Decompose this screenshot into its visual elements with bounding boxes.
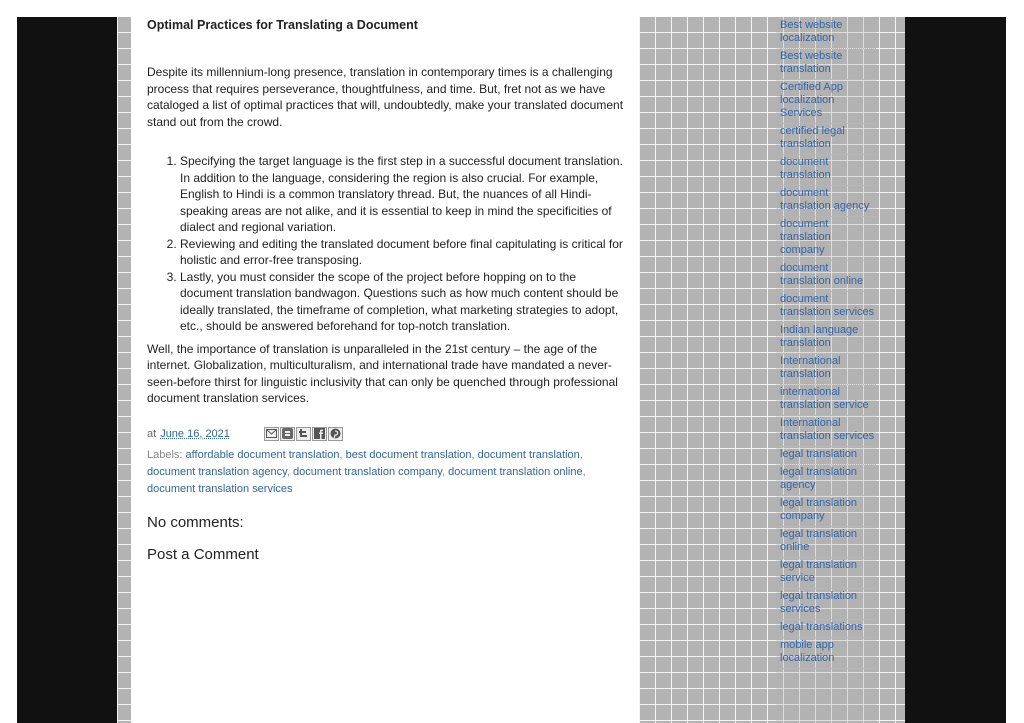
page-frame-left bbox=[17, 17, 117, 723]
sidebar-link[interactable]: legal translation online bbox=[780, 527, 876, 558]
sidebar-link[interactable]: legal translation bbox=[780, 447, 876, 465]
sidebar-link[interactable]: Best website translation bbox=[780, 49, 876, 80]
label-link[interactable]: document translation services bbox=[147, 482, 293, 495]
list-item: 1. Specifying the target language is the first step in a successful document translation. In addition to the language, considering the region is also crucial. For example, English to Hindi is a common translatory thread. But, the nuances of all Hindi-speaking areas are not alike, and it is essential to keep in mind the specificities of dialect and regional variation. bbox=[180, 153, 627, 236]
post-labels: Labels: affordable document translation, best document translation, document translation, document translation agency, document translation company, document translation online, document translation services bbox=[147, 448, 586, 495]
sidebar-link[interactable]: Certified App localization Services bbox=[780, 80, 876, 124]
sidebar-link[interactable]: legal translation company bbox=[780, 496, 876, 527]
label-link[interactable]: document translation bbox=[477, 448, 580, 461]
labels-heading: Labels: bbox=[147, 448, 183, 461]
sidebar-link[interactable]: legal translation service bbox=[780, 558, 876, 589]
post-content bbox=[147, 17, 627, 563]
blog-this-icon[interactable] bbox=[280, 427, 295, 441]
label-link[interactable]: best document translation bbox=[345, 448, 472, 461]
steps-list bbox=[147, 153, 627, 335]
sidebar-link[interactable]: legal translation agency bbox=[780, 465, 876, 496]
sidebar-link[interactable]: mobile app localization bbox=[780, 638, 876, 669]
list-item: 3. Lastly, you must consider the scope of the project before hopping on to the document translation bandwagon. Questions such as how much content should be ideally translated, the timeframe of completion, what marketing strategies to adopt, etc., should be answered beforehand for top-notch translation. bbox=[180, 269, 627, 335]
share-buttons bbox=[264, 427, 344, 441]
sidebar-link[interactable]: document translation online bbox=[780, 261, 876, 292]
post-footer bbox=[147, 426, 627, 442]
label-link[interactable]: document translation company bbox=[292, 465, 442, 478]
sidebar-link[interactable]: International translation services bbox=[780, 416, 876, 447]
sidebar-link[interactable]: legal translations bbox=[780, 620, 876, 638]
pinterest-icon[interactable] bbox=[328, 427, 343, 441]
post-comment-heading: Post a Comment bbox=[147, 545, 259, 563]
page-frame-right bbox=[905, 17, 1006, 723]
post-title: Optimal Practices for Translating a Document bbox=[147, 18, 418, 32]
list-item: 2. Reviewing and editing the translated document before final capitulating is critical for holistic and error-free transposing. bbox=[180, 236, 627, 269]
post-date-link[interactable]: June 16, 2021 bbox=[160, 427, 230, 440]
comments-heading: No comments: bbox=[147, 513, 244, 531]
at-label: at bbox=[147, 427, 157, 440]
sidebar-link[interactable]: legal translation services bbox=[780, 589, 876, 620]
sidebar-link[interactable]: document translation company bbox=[780, 217, 876, 261]
facebook-icon[interactable] bbox=[312, 427, 327, 441]
sidebar-link[interactable]: International translation bbox=[780, 354, 876, 385]
post-intro: Despite its millennium-long presence, translation in contemporary times is a challenging process that requires perseverance, thoughtfulness, and time. But, fret not as we have cataloged a list of optimal practices that will, undoubtedly, make your translated document stand out from the crowd. bbox=[147, 65, 624, 129]
background-pattern-left bbox=[117, 17, 131, 723]
sidebar-link[interactable]: document translation agency bbox=[780, 186, 876, 217]
post-conclusion: Well, the importance of translation is unparalleled in the 21st century – the age of the internet. Globalization, multiculturalism, and international trade have mandated a never-seen-before thirst for linguistic inclusivity that can only be quenched through professional document translation services. bbox=[147, 341, 618, 405]
sidebar-link[interactable]: Indian language translation bbox=[780, 323, 876, 354]
sidebar-link[interactable]: document translation bbox=[780, 155, 876, 186]
label-link[interactable]: document translation online bbox=[448, 465, 583, 478]
sidebar-link[interactable]: international translation service bbox=[780, 385, 876, 416]
twitter-icon[interactable] bbox=[296, 427, 311, 441]
email-icon[interactable] bbox=[264, 427, 279, 441]
sidebar-labels-list bbox=[780, 18, 876, 669]
sidebar-link[interactable]: Best website localization bbox=[780, 18, 876, 49]
sidebar-link[interactable]: certified legal translation bbox=[780, 124, 876, 155]
label-link[interactable]: document translation agency bbox=[147, 465, 287, 478]
label-link[interactable]: affordable document translation bbox=[185, 448, 340, 461]
sidebar-link[interactable]: document translation services bbox=[780, 292, 876, 323]
